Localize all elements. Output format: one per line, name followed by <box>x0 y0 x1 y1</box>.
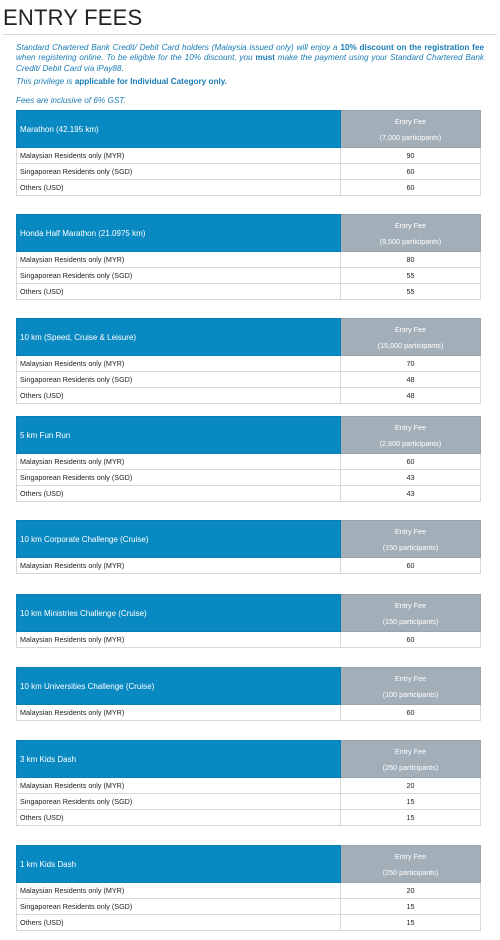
fee-value: 60 <box>341 632 481 648</box>
entry-fee-header <box>341 595 481 632</box>
title-divider <box>3 34 497 35</box>
participants-count: (150 participants) <box>382 542 439 552</box>
table-row <box>17 778 481 794</box>
fee-value: 48 <box>341 388 481 404</box>
fee-value: 15 <box>341 810 481 826</box>
table-row <box>17 164 481 180</box>
fee-value: 55 <box>341 268 481 284</box>
entry-fee-label: Entry Fee <box>394 422 427 432</box>
table-header-row <box>17 417 481 454</box>
entry-fee-header <box>341 111 481 148</box>
participants-count: (9,500 participants) <box>379 236 442 246</box>
entry-fee-label: Entry Fee <box>394 851 427 861</box>
table-row <box>17 454 481 470</box>
table-row <box>17 268 481 284</box>
residency-label: Others (USD) <box>17 284 341 300</box>
fee-table <box>16 845 481 931</box>
table-row <box>17 372 481 388</box>
intro-text-1: Standard Chartered Bank Credit/ Debit Card holders (Malaysia issued only) will enjoy a <box>16 43 341 52</box>
privilege-prefix: This privilege is <box>16 77 75 86</box>
fee-table <box>16 667 481 721</box>
fee-value: 90 <box>341 148 481 164</box>
participants-count: (250 participants) <box>382 867 439 877</box>
entry-fee-header <box>341 668 481 705</box>
residency-label: Singaporean Residents only (SGD) <box>17 470 341 486</box>
entry-fee-label: Entry Fee <box>394 526 427 536</box>
table-row <box>17 388 481 404</box>
residency-label: Malaysian Residents only (MYR) <box>17 883 341 899</box>
entry-fee-header <box>341 846 481 883</box>
table-row <box>17 810 481 826</box>
residency-label: Singaporean Residents only (SGD) <box>17 372 341 388</box>
page-title: ENTRY FEES <box>3 5 143 30</box>
entry-fee-header <box>341 319 481 356</box>
table-header-row <box>17 111 481 148</box>
residency-label: Others (USD) <box>17 388 341 404</box>
category-name: 3 km Kids Dash <box>17 741 341 778</box>
fee-value: 43 <box>341 470 481 486</box>
table-row <box>17 356 481 372</box>
residency-label: Malaysian Residents only (MYR) <box>17 148 341 164</box>
entry-fee-label: Entry Fee <box>394 600 427 610</box>
participants-count: (7,000 participants) <box>379 132 442 142</box>
table-header-row <box>17 668 481 705</box>
category-name: Marathon (42.195 km) <box>17 111 341 148</box>
table-row <box>17 284 481 300</box>
residency-label: Malaysian Residents only (MYR) <box>17 454 341 470</box>
fee-table <box>16 110 481 196</box>
table-header-row <box>17 319 481 356</box>
table-header-row <box>17 215 481 252</box>
residency-label: Singaporean Residents only (SGD) <box>17 268 341 284</box>
entry-fee-header <box>341 215 481 252</box>
fee-table <box>16 416 481 502</box>
gst-note: Fees are inclusive of 6% GST. <box>16 96 126 105</box>
category-name: 1 km Kids Dash <box>17 846 341 883</box>
intro-bold-2: must <box>255 53 275 63</box>
residency-label: Malaysian Residents only (MYR) <box>17 632 341 648</box>
fee-value: 48 <box>341 372 481 388</box>
table-row <box>17 148 481 164</box>
table-header-row <box>17 846 481 883</box>
fee-table <box>16 594 481 648</box>
table-row <box>17 470 481 486</box>
residency-label: Malaysian Residents only (MYR) <box>17 705 341 721</box>
category-name: Honda Half Marathon (21.0975 km) <box>17 215 341 252</box>
residency-label: Malaysian Residents only (MYR) <box>17 778 341 794</box>
entry-fee-header <box>341 521 481 558</box>
intro-text-3: make the payment using your Standard Chartered Bank Credit/ Debit Card via iPay88. <box>16 53 484 73</box>
category-name: 10 km Ministries Challenge (Cruise) <box>17 595 341 632</box>
participants-count: (15,000 participants) <box>377 340 444 350</box>
table-row <box>17 180 481 196</box>
category-name: 5 km Fun Run <box>17 417 341 454</box>
fee-value: 80 <box>341 252 481 268</box>
entry-fee-label: Entry Fee <box>394 746 427 756</box>
entry-fee-label: Entry Fee <box>394 116 427 126</box>
fee-value: 70 <box>341 356 481 372</box>
participants-count: (150 participants) <box>382 616 439 626</box>
table-row <box>17 558 481 574</box>
fee-value: 60 <box>341 558 481 574</box>
table-row <box>17 705 481 721</box>
residency-label: Singaporean Residents only (SGD) <box>17 164 341 180</box>
participants-count: (250 participants) <box>382 762 439 772</box>
participants-count: (100 participants) <box>382 689 439 699</box>
fee-value: 60 <box>341 454 481 470</box>
entry-fee-header <box>341 741 481 778</box>
fee-value: 20 <box>341 778 481 794</box>
residency-label: Others (USD) <box>17 180 341 196</box>
residency-label: Others (USD) <box>17 486 341 502</box>
fee-value: 60 <box>341 164 481 180</box>
intro-bold-1: 10% discount on the registration fee <box>340 43 484 52</box>
entry-fee-label: Entry Fee <box>394 324 427 334</box>
fee-table <box>16 214 481 300</box>
residency-label: Malaysian Residents only (MYR) <box>17 252 341 268</box>
residency-label: Others (USD) <box>17 810 341 826</box>
table-row <box>17 794 481 810</box>
fee-value: 15 <box>341 915 481 931</box>
discount-note <box>16 43 484 74</box>
residency-label: Malaysian Residents only (MYR) <box>17 356 341 372</box>
fee-value: 60 <box>341 180 481 196</box>
fee-table <box>16 740 481 826</box>
fee-value: 20 <box>341 883 481 899</box>
privilege-bold: applicable for Individual Category only. <box>74 77 227 86</box>
fee-value: 15 <box>341 899 481 915</box>
table-header-row <box>17 595 481 632</box>
residency-label: Others (USD) <box>17 915 341 931</box>
table-row <box>17 899 481 915</box>
residency-label: Singaporean Residents only (SGD) <box>17 794 341 810</box>
residency-label: Singaporean Residents only (SGD) <box>17 899 341 915</box>
table-row <box>17 252 481 268</box>
category-name: 10 km Universities Challenge (Cruise) <box>17 668 341 705</box>
fee-table <box>16 520 481 574</box>
fee-value: 15 <box>341 794 481 810</box>
entry-fee-label: Entry Fee <box>394 673 427 683</box>
participants-count: (2,600 participants) <box>379 438 442 448</box>
table-header-row <box>17 741 481 778</box>
fee-value: 43 <box>341 486 481 502</box>
table-row <box>17 883 481 899</box>
entry-fee-label: Entry Fee <box>394 220 427 230</box>
category-name: 10 km (Speed, Cruise & Leisure) <box>17 319 341 356</box>
fee-value: 60 <box>341 705 481 721</box>
table-row <box>17 915 481 931</box>
fee-table <box>16 318 481 404</box>
privilege-note <box>16 77 227 86</box>
entry-fee-header <box>341 417 481 454</box>
table-header-row <box>17 521 481 558</box>
residency-label: Malaysian Residents only (MYR) <box>17 558 341 574</box>
table-row <box>17 486 481 502</box>
table-row <box>17 632 481 648</box>
intro-text-2: when registering online. To be eligible for the 10% discount, you <box>16 53 256 63</box>
fee-value: 55 <box>341 284 481 300</box>
category-name: 10 km Corporate Challenge (Cruise) <box>17 521 341 558</box>
